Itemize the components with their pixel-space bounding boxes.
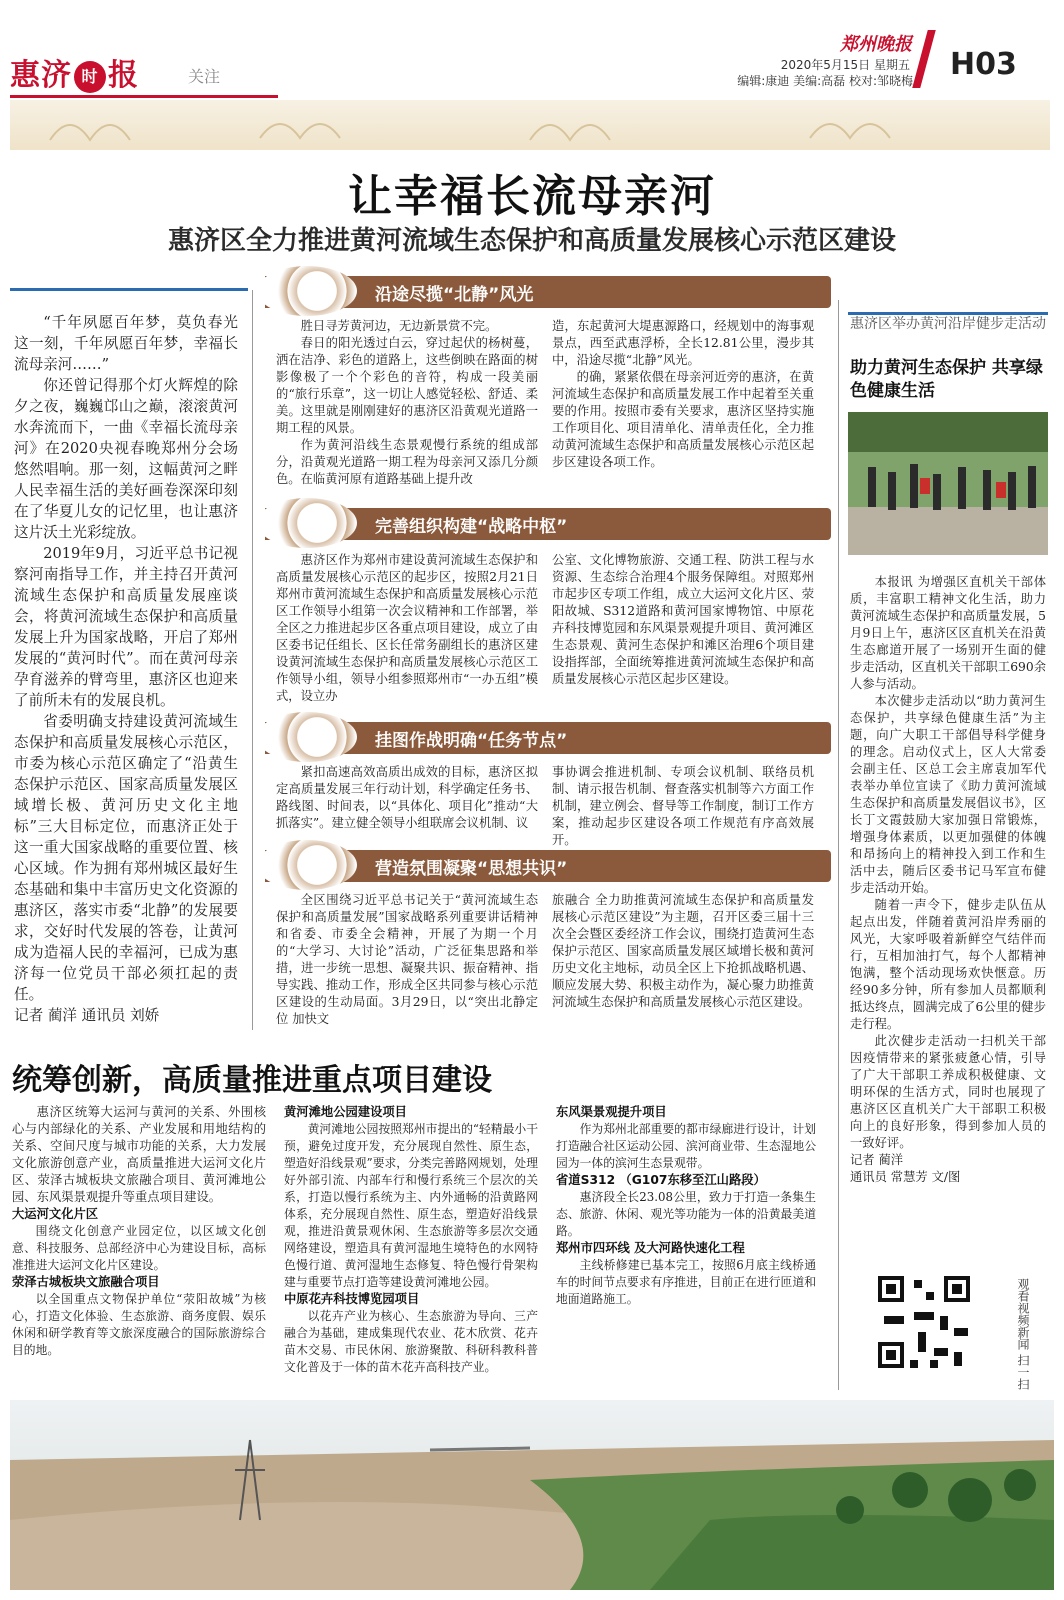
issue-date: 2020年5月15日 星期五: [780, 58, 910, 72]
section-banner: [265, 508, 831, 540]
project-heading: 大运河文化片区: [12, 1207, 99, 1221]
column-divider: [252, 290, 253, 1030]
swirl-icon: [257, 712, 357, 762]
project-heading: 省道S312 （G107东移至江山路段）: [556, 1173, 766, 1187]
paragraph: 全区围绕习近平总书记关于“黄河流域生态保护和高质量发展”国家战略系列重要讲话精神和省委、市委全会精神，开展了为期一个月的“大学习、大讨论”活动，广泛征集思路和举措，进一步统一思想、凝聚共识、振奋精神、指导实践、推动工作，形成全区共同参与核心示范区建设的生动局面。3月29日，以“突出北静定位 加快文: [276, 893, 538, 1026]
paragraph: 春日的阳光透过白云，穿过起伏的杨树蔓，洒在洁净、彩色的道路上，这些倒映在路面的树影像极了一个个彩色的音符，构成一段美丽的“旅行乐章”，这一切让人感觉轻松、舒适、柔美。这里就是刚刚建好的惠济区沿黄观光道路一期工程的风景。: [276, 336, 538, 435]
paragraph: 此次健步走活动一扫机关干部因疫情带来的紧张疲惫心情，引导了广大干部职工养成积极健康、文明环保的生活方式，同时也展现了惠济区区直机关广大干部职工积极向上的良好形象，得到参加人员的一致好评。: [850, 1034, 1046, 1150]
page-number: [950, 38, 1017, 84]
paragraph: 以全国重点文物保护单位“荥阳故城”为核心，打造文化体验、生态旅游、商务度假、娱乐休闲和研学教育等文旅深度融合的国际旅游综合目的地。: [12, 1292, 266, 1357]
page-digits: 03: [975, 47, 1017, 82]
project-heading: 中原花卉科技博览园项目: [284, 1292, 420, 1306]
paragraph: 惠济段全长23.08公里，致力于打造一条集生态、旅游、休闲、观光等功能为一体的沿黄最美道路。: [556, 1190, 816, 1238]
section-banner: [265, 850, 831, 882]
paragraph: 事协调会推进机制、专项会议机制、联络员机制、请示报告机制、督查落实机制等六方面工作机制，建立例会、督导等工作制度，制订工作方案，推动起步区建设各项工作规范有序高效展开。: [552, 765, 814, 847]
side-article: [850, 574, 1046, 1186]
headline: 让幸福长流母亲河: [348, 171, 716, 222]
paragraph: 造，东起黄河大堤惠源路口，经规划中的海事观景点，西至武惠浮桥，全长12.81公里，漫步其中，沿途尽揽“北静”风光。: [552, 319, 814, 367]
section-heading: 完善组织构建“战略中枢”: [375, 517, 568, 537]
section-text: [552, 552, 814, 688]
brand-text-2: 报: [108, 58, 139, 93]
intro-article: [14, 312, 238, 1026]
section-text: [276, 552, 538, 705]
bottom-headline: 统筹创新，高质量推进重点项目建设: [12, 1063, 492, 1098]
side-kicker: 惠济区举办黄河沿岸健步走活动: [850, 316, 1046, 332]
walk-event-photo: [848, 412, 1048, 555]
intro-byline: 记者 蔺洋 通讯员 刘娇: [14, 1007, 160, 1024]
side-headline: 助力黄河生态保护 共享绿色健康生活: [850, 358, 1043, 401]
paragraph: 黄河滩地公园按照郑州市提出的“轻精最小干预，避免过度开发，充分展现自然性、原生态，塑造好沿线景观”要求，分类完善路网规划，处理好外部引流、内部车行和慢行系统三个层次的关系，打造以慢行系统为主、内外通畅的沿黄路网体系，充分展现自然性、原生态，塑造好沿线景观，推进沿黄景观休闲、生态旅游等多层次交通网络建设，塑造具有黄河湿地生境特色的水网特色慢行道、黄河湿地生态修复、特色慢行骨架构建与重要节点打造等建设黄河滩地公园。: [284, 1122, 538, 1289]
bottom-column-2: [284, 1104, 538, 1376]
section-banner: [265, 722, 831, 754]
yellow-river-aerial-photo: [10, 1400, 1054, 1590]
intro-paragraph: 省委明确支持建设黄河流域生态保护和高质量发展核心示范区，市委为核心示范区确定了“沿黄生态保护示范区、国家高质量发展区域增长极、黄河历史文化主地标”三大目标定位，而惠济正处于这一重大国家战略的重要位置、核心区域。作为拥有郑州城区最好生态基础和集中丰富历史文化资源的惠济区，落实市委“北静”的发展要求，交好时代发展的答卷，让黄河成为造福人民的幸福河，已成为惠济每一位党员干部必须扛起的责任。: [14, 713, 238, 1003]
project-heading: 黄河滩地公园建设项目: [284, 1105, 407, 1119]
side-byline: 通讯员 常慧芳 文/图: [850, 1170, 961, 1184]
paragraph: 紧扣高速高效高质出成效的目标，惠济区拟定高质量发展三年行动计划，科学确定任务书、路线图、时间表，以“具体化、项目化”推动“大抓落实”。建立健全领导小组联席会议机制、议: [276, 765, 538, 830]
section-text: [552, 892, 814, 1011]
landscape-graphic: [10, 1400, 1054, 1590]
paper-logo: 郑州晚报: [840, 34, 912, 55]
intro-paragraph: 你还曾记得那个灯火辉煌的除夕之夜，巍巍邙山之巅，滚滚黄河水奔流而下，一曲《幸福长流母亲河》在2020央视春晚郑州分会场悠然唱响。那一刻，这幅黄河之畔人民幸福生活的美好画卷深深印刻在了华夏儿女的记忆里，也让惠济这片沃土光彩绽放。: [14, 377, 238, 541]
bottom-column-3: [556, 1104, 816, 1308]
intro-paragraph: “千年夙愿百年梦，莫负春光这一刻，千年夙愿百年梦，幸福长流母亲河……”: [14, 314, 238, 373]
brand-circle: 时: [74, 61, 106, 93]
paragraph: 本次健步走活动以“助力黄河生态保护，共享绿色健康生活”为主题，向广大职工干部倡导科学健身的理念。启动仪式上，区人大常委会副主任、区总工会主席袁加军代表举办单位宣读了《助力黄河流域生态保护和高质量发展倡议书》，区长丁文霞鼓励大家加强日常锻炼，增强身体素质，以更加强健的体魄和昂扬向上的精神投入到工作和生活中去，随后区委书记马军宣布健步走活动开始。: [850, 694, 1046, 895]
section-text: [552, 318, 814, 471]
section-banner: [265, 276, 831, 308]
project-heading: 东风渠景观提升项目: [556, 1105, 667, 1119]
qr-code-icon[interactable]: [874, 1272, 974, 1372]
swirl-icon: [257, 498, 357, 548]
intro-paragraph: 2019年9月，习近平总书记视察河南指导工作，并主持召开黄河流域生态保护和高质量发展座谈会，将黄河流域生态保护和高质量发展上升为国家战略，开启了郑州发展的“黄河时代”。而在黄河母亲孕育滋养的臂弯里，惠济区也迎来了前所未有的发展良机。: [14, 545, 238, 709]
project-heading: 荥泽古城板块文旅融合项目: [12, 1275, 160, 1289]
paragraph: 随着一声令下，健步走队伍从起点出发，伴随着黄河沿岸秀丽的风光，大家呼吸着新鲜空气结伴而行，互相加油打气，每个人都精神饱满，整个活动现场欢快惬意。历经90多分钟，所有参加人员都顺利抵达终点，圆满完成了6公里的健步走行程。: [850, 898, 1046, 1031]
side-byline: 记者 蔺洋: [850, 1153, 904, 1167]
section-text: [552, 764, 814, 849]
header-slash: [912, 30, 936, 88]
paragraph: 以花卉产业为核心、生态旅游为导向、三产融合为基础，建成集现代农业、花木欣赏、花卉苗木交易、市民休闲、旅游聚散、科研科教科普文化普及于一体的苗木花卉高科技产业。: [284, 1309, 538, 1374]
qr-code-graphic: [874, 1272, 974, 1372]
left-column-rule: [10, 288, 248, 291]
brand-text-1: 惠济: [10, 58, 72, 93]
paragraph: 围绕文化创意产业园定位，以区域文化创意、科技服务、总部经济中心为建设目标，高标准推进大运河文化片区建设。: [12, 1224, 266, 1272]
page-letter: H: [950, 47, 976, 82]
column-divider: [838, 300, 839, 1390]
swirl-icon: [257, 266, 357, 316]
editor-credits: 编辑:康迪 美编:高磊 校对:邹晓梅: [737, 74, 913, 88]
section-heading: 挂图作战明确“任务节点”: [375, 731, 568, 751]
paragraph: 作为黄河沿线生态景观慢行系统的组成部分，沿黄观光道路一期工程为母亲河又添几分颜色。在临黄河原有道路基础上提升改: [276, 438, 538, 486]
paragraph: 作为郑州北部重要的都市绿廊进行设计，计划打造融合社区运动公园、滨河商业带、生态湿地公园为一体的滨河生态景观带。: [556, 1122, 816, 1170]
section-text: [276, 318, 538, 488]
decorative-band: [10, 100, 1050, 150]
section-text: [276, 764, 538, 832]
cloud-pattern-icon: [10, 100, 1050, 150]
paragraph: 惠济区统筹大运河与黄河的关系、外围核心与内部绿化的关系、产业发展和用地结构的关系、空间尺度与城市功能的关系，大力发展文化旅游创意产业，高质量推进大运河文化片区、荥泽古城板块文旅融合项目、黄河滩地公园、东风渠景观提升等重点项目建设。: [12, 1105, 266, 1204]
section-heading: 营造氛围凝聚“思想共识”: [375, 859, 568, 879]
bottom-column-1: [12, 1104, 266, 1359]
swirl-icon: [257, 840, 357, 890]
brand-logo: [10, 50, 139, 94]
subheadline: 惠济区全力推进黄河流域生态保护和高质量发展核心示范区建设: [167, 226, 896, 256]
section-label: 关注: [188, 67, 221, 86]
section-text: [276, 892, 538, 1028]
header-rule: [10, 95, 278, 98]
section-heading: 沿途尽揽“北静”风光: [375, 285, 534, 305]
paragraph: 惠济区作为郑州市建设黄河流域生态保护和高质量发展核心示范区的起步区，按照2月21日郑州市黄河流域生态保护和高质量发展核心示范区工作领导小组第一次会议精神和工作部署，举全区之力推进起步区各重点项目建设，成立了由区委书记任组长、区长任常务副组长的惠济区建设黄河流域生态保护和高质量发展核心示范区工作领导小组，领导小组参照郑州市“一办五组”模式，设立办: [276, 553, 538, 703]
photo-placeholder: [848, 412, 1048, 555]
paragraph: 胜日寻芳黄河边，无边新景赏不完。: [300, 319, 498, 333]
paragraph: 本报讯 为增强区直机关干部体质，丰富职工精神文化生活，助力黄河流域生态保护和高质量发展，5月9日上午，惠济区区直机关在沿黄生态廊道开展了一场别开生面的健步走活动，区直机关干部职工690余人参与活动。: [850, 575, 1046, 691]
paragraph: 主线桥修建已基本完工，按照6月底主线桥通车的时间节点要求有序推进，目前正在进行匝道和地面道路施工。: [556, 1258, 816, 1306]
paragraph: 旅融合 全力助推黄河流域生态保护和高质量发展核心示范区建设”为主题，召开区委三届十三次全会暨区委经济工作会议，围绕打造黄河生态保护示范区、国家高质量发展区域增长极和黄河历史文化主地标，动员全区上下抢抓战略机遇、顺应发展大势、积极主动作为，凝心聚力助推黄河流域生态保护和高质量发展核心示范区建设。: [552, 893, 814, 1009]
qr-caption: 观看视频新闻 扫一扫: [1016, 1278, 1030, 1390]
project-heading: 郑州市四环线 及大河路快速化工程: [556, 1241, 745, 1255]
paragraph: 公室、文化博物旅游、交通工程、防洪工程与水资源、生态综合治理4个服务保障组。对照郑州市起步区专项工作组，成立大运河文化片区、荥阳故城、S312道路和黄河国家博物馆、中原花卉科技博览园和东风渠景观提升项目、黄河滩区生态景观、黄河生态保护和滩区治理6个项目建设指挥部，全面统筹推进黄河流域生态保护和高质量发展核心示范区起步区建设。: [552, 553, 814, 686]
paragraph: 的确，紧紧依偎在母亲河近旁的惠济，在黄河流域生态保护和高质量发展工作中起着至关重要的作用。按照市委有关要求，惠济区坚持实施工作项目化、项目清单化、清单责任化，全力推动黄河流域生态保护和高质量发展核心示范区起步区建设各项工作。: [552, 370, 814, 469]
